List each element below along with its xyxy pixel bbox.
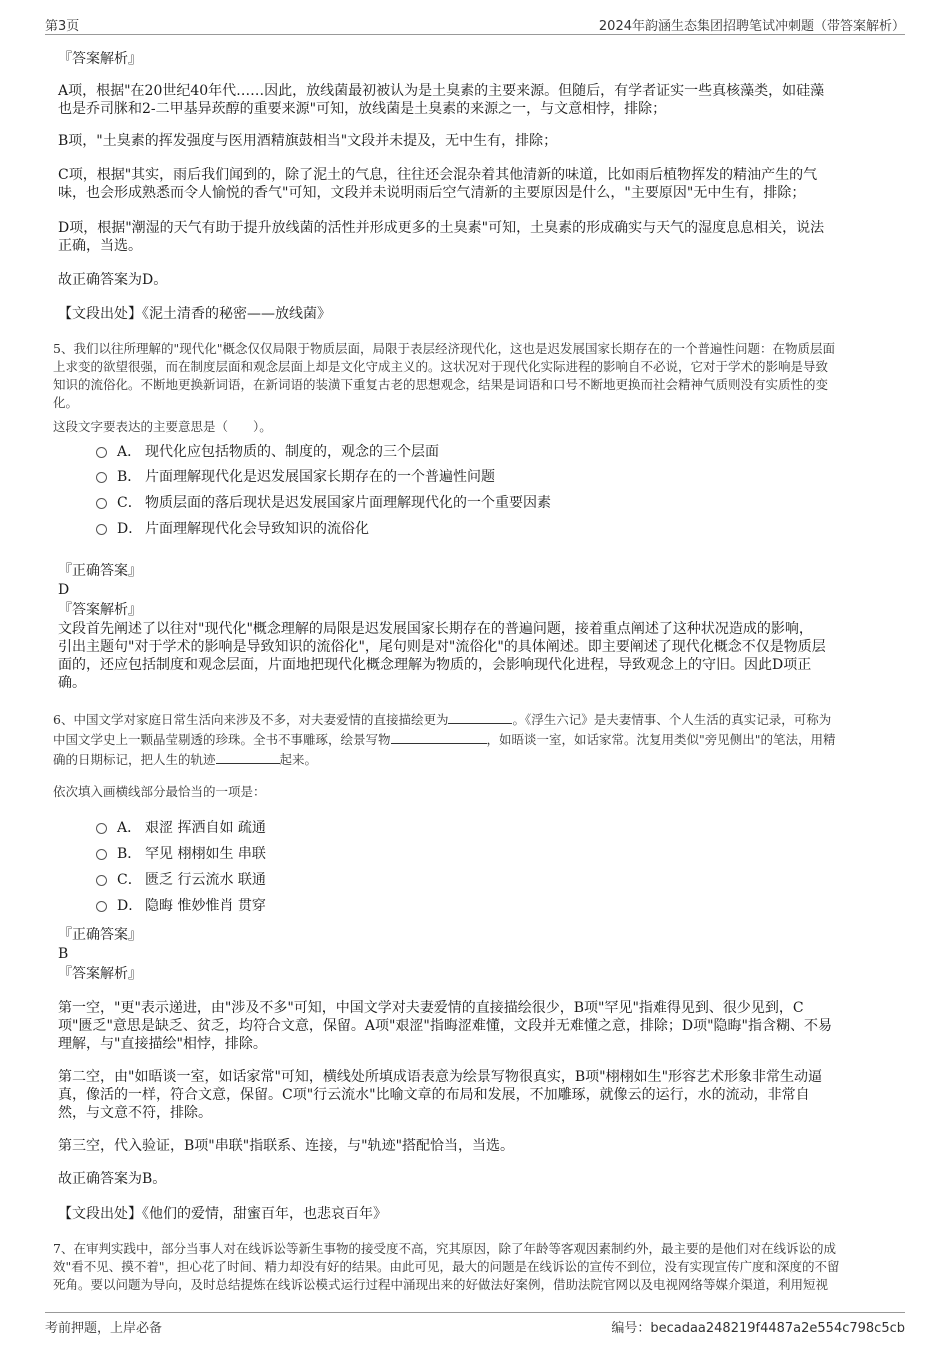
q4-option-b-analysis: B项，"土臭素的挥发强度与医用酒精旗鼓相当"文段并未提及，无中生有，排除； — [58, 133, 558, 149]
fill-blank-2 — [391, 729, 487, 744]
option-key: A． — [117, 820, 142, 836]
text-line: D项，根据"潮湿的天气有助于提升放线菌的活性并形成更多的土臭素"可知，土臭素的形成确实与天气的湿度息息相关，说法 — [58, 220, 825, 236]
text-line: 效"看不见、摸不着"，担心花了时间、精力却没有好的结果。由此可见，最大的问题是在线诉讼的宣传不到位，没有实现宣传广度和深度的不留 — [53, 1259, 840, 1274]
text-line: C项，根据"其实，雨后我们闻到的，除了泥土的气息，往往还会混杂着其他清新的味道，比如雨后植物挥发的精油产生的气 — [58, 167, 818, 183]
option-key: B． — [117, 469, 142, 485]
text-line: 文段首先阐述了以往对"现代化"概念理解的局限是迟发展国家长期存在的普遍问题，接着重点阐述了这种状况造成的影响， — [58, 621, 813, 637]
q6-analysis-blank-2 — [58, 1068, 896, 1122]
text-segment: 6、中国文学对家庭日常生活向来涉及不多，对夫妻爱情的直接描绘更为 — [53, 712, 449, 727]
text-line: 项"匮乏"意思是缺乏、贫乏，均符合文意，保留。A项"艰涩"指晦涩难懂，文段并无难懂之意，排除；D项"隐晦"指含糊、不易 — [58, 1018, 832, 1034]
radio-icon[interactable] — [96, 447, 107, 458]
option-key: B． — [117, 846, 142, 862]
text-line: 第一空，"更"表示递进，由"涉及不多"可知，中国文学对夫妻爱情的直接描绘很少，B项"罕见"指难得见到、很少见到，C — [58, 1000, 804, 1016]
q6-answer: B — [58, 946, 69, 962]
text-segment: 确的日期标记，把人生的轨迹 — [53, 752, 216, 767]
text-line: 理解，与"直接描绘"相悖，排除。 — [58, 1036, 267, 1052]
text-segment: 中国文学史上一颗晶莹剔透的珍珠。全书不事雕琢，绘景写物 — [53, 732, 391, 747]
text-segment: 起来。 — [279, 752, 318, 767]
text-line — [53, 709, 898, 729]
document-code — [611, 1317, 905, 1336]
radio-icon[interactable] — [96, 524, 107, 535]
text-line: 化。 — [53, 395, 79, 410]
q6-analysis-blank-1 — [58, 999, 896, 1053]
q6-option-d[interactable] — [96, 897, 266, 915]
q5-analysis-title: 『答案解析』 — [58, 602, 142, 618]
q5-answer-title: 『正确答案』 — [58, 563, 142, 579]
text-line: 真，像活的一样，符合文意，保留。C项"行云流水"比喻文章的布局和发展，不加雕琢，就像云的运行，水的流动，非常自 — [58, 1087, 810, 1103]
option-text: 物质层面的落后现状是迟发展国家片面理解现代化的一个重要因素 — [145, 495, 551, 511]
text-line: 然，与文意不符，排除。 — [58, 1105, 212, 1121]
text-line: 也是乔司脒和2-二甲基异莰醇的重要来源"可知，放线菌是土臭素的来源之一，与文意相悖，排除； — [58, 101, 667, 117]
q5-answer: D — [58, 582, 70, 598]
text-line: 第二空，由"如晤谈一室，如话家常"可知，横线处所填成语表意为绘景写物很真实，B项"栩栩如生"形容艺术形象非常生动逼 — [58, 1069, 823, 1085]
radio-icon[interactable] — [96, 875, 107, 886]
page-footer — [45, 1312, 905, 1335]
q5-option-d[interactable] — [96, 520, 369, 538]
q4-option-d-analysis — [58, 219, 896, 255]
option-key: C． — [117, 872, 142, 888]
radio-icon[interactable] — [96, 472, 107, 483]
q6-option-b[interactable] — [96, 845, 266, 863]
q6-analysis-title: 『答案解析』 — [58, 966, 142, 982]
text-line: 上求变的欲望很强，而在制度层面和观念层面上却是文化守成主义的。这状况对于现代化实际进程的影响自不必说，它对于学术的影响是导致 — [53, 359, 829, 374]
q4-analysis-title: 『答案解析』 — [58, 51, 142, 67]
document-title: 2024年韵涵生态集团招聘笔试冲刺题（带答案解析） — [598, 19, 905, 34]
q6-option-a[interactable] — [96, 819, 266, 837]
q6-option-c[interactable] — [96, 871, 266, 889]
q6-stem — [53, 709, 898, 769]
q5-option-b[interactable] — [96, 468, 495, 486]
q6-source: 【文段出处】《他们的爱情，甜蜜百年，也悲哀百年》 — [58, 1206, 387, 1222]
option-key: A． — [117, 444, 142, 460]
page-header — [45, 12, 905, 35]
text-line: 死角。要以问题为导向，及时总结提炼在线诉讼模式运行过程中涌现出来的好做法好案例，借助法院官网以及电视网络等媒介渠道，利用短视 — [53, 1277, 829, 1292]
code-value: becadaa248219f4487a2e554c798c5cb — [650, 1321, 905, 1336]
option-key: C． — [117, 495, 142, 511]
text-line: 知识的流俗化。不断地更换新词语，在新词语的装潢下重复古老的思想观念，结果是词语和口号不断地更换而社会精神气质则没有实质性的变 — [53, 377, 829, 392]
page-number: 第3页 — [45, 19, 80, 34]
q4-source: 【文段出处】《泥土清香的秘密——放线菌》 — [58, 306, 331, 322]
q6-analysis-blank-3: 第三空，代入验证，B项"串联"指联系、连接，与"轨迹"搭配恰当，当选。 — [58, 1138, 515, 1154]
text-line: 正确，当选。 — [58, 238, 142, 254]
fill-blank-1 — [448, 709, 512, 724]
radio-icon[interactable] — [96, 498, 107, 509]
radio-icon[interactable] — [96, 901, 107, 912]
text-line: 味，也会形成熟悉而令人愉悦的香气"可知，文段并未说明雨后空气清新的主要原因是什么，"主要原因"无中生有，排除； — [58, 185, 806, 201]
q5-option-c[interactable] — [96, 494, 551, 512]
q5-stem — [53, 340, 898, 412]
option-key: D． — [117, 898, 143, 914]
radio-icon[interactable] — [96, 823, 107, 834]
option-text: 隐晦 惟妙惟肖 贯穿 — [145, 898, 266, 914]
option-key: D． — [117, 521, 143, 537]
text-line: A项，根据"在20世纪40年代……因此，放线菌最初被认为是土臭素的主要来源。但随后，有学者证实一些真核藻类，如硅藻 — [58, 83, 825, 99]
text-line: 7、在审判实践中，部分当事人对在线诉讼等新生事物的接受度不高，究其原因，除了年龄等客观因素制约外，最主要的是他们对在线诉讼的成 — [53, 1241, 836, 1256]
radio-icon[interactable] — [96, 849, 107, 860]
text-segment: ，如晤谈一室，如话家常。沈复用类似"旁见侧出"的笔法，用精 — [486, 732, 836, 747]
option-text: 艰涩 挥洒自如 疏通 — [145, 820, 266, 836]
q6-conclusion: 故正确答案为B。 — [58, 1171, 167, 1187]
text-line: 引出主题句"对于学术的影响是导致知识的流俗化"，尾句则是对"流俗化"的具体阐述。即主要阐述了现代化概念不仅是物质层 — [58, 639, 826, 655]
option-text: 现代化应包括物质的、制度的，观念的三个层面 — [145, 444, 439, 460]
q4-conclusion: 故正确答案为D。 — [58, 272, 168, 288]
q5-question: 这段文字要表达的主要意思是（ ）。 — [53, 419, 272, 434]
text-line: 面的，还应包括制度和观念层面，片面地把现代化概念理解为物质的，会影响现代化进程，导致观念上的守旧。因此D项正 — [58, 657, 812, 673]
option-text: 匮乏 行云流水 联通 — [145, 872, 266, 888]
code-label: 编号： — [611, 1321, 651, 1336]
q7-stem — [53, 1240, 898, 1294]
q6-question: 依次填入画横线部分最恰当的一项是： — [53, 784, 266, 799]
text-line: 5、我们以往所理解的"现代化"概念仅仅局限于物质层面，局限于表层经济现代化，这也是迟发展国家长期存在的一个普遍性问题：在物质层面 — [53, 341, 835, 356]
q6-answer-title: 『正确答案』 — [58, 927, 142, 943]
text-segment: 。《浮生六记》是夫妻情事、个人生活的真实记录，可称为 — [512, 712, 832, 727]
text-line: 确。 — [58, 675, 86, 691]
text-line — [53, 749, 898, 769]
q4-option-c-analysis — [58, 166, 896, 202]
q4-option-a-analysis — [58, 82, 896, 118]
fill-blank-3 — [216, 749, 280, 764]
option-text: 罕见 栩栩如生 串联 — [145, 846, 266, 862]
footer-slogan: 考前押题，上岸必备 — [45, 1321, 163, 1336]
option-text: 片面理解现代化会导致知识的流俗化 — [145, 521, 369, 537]
option-text: 片面理解现代化是迟发展国家长期存在的一个普遍性问题 — [145, 469, 495, 485]
q5-analysis — [58, 620, 896, 692]
q5-option-a[interactable] — [96, 443, 439, 461]
text-line — [53, 729, 898, 749]
